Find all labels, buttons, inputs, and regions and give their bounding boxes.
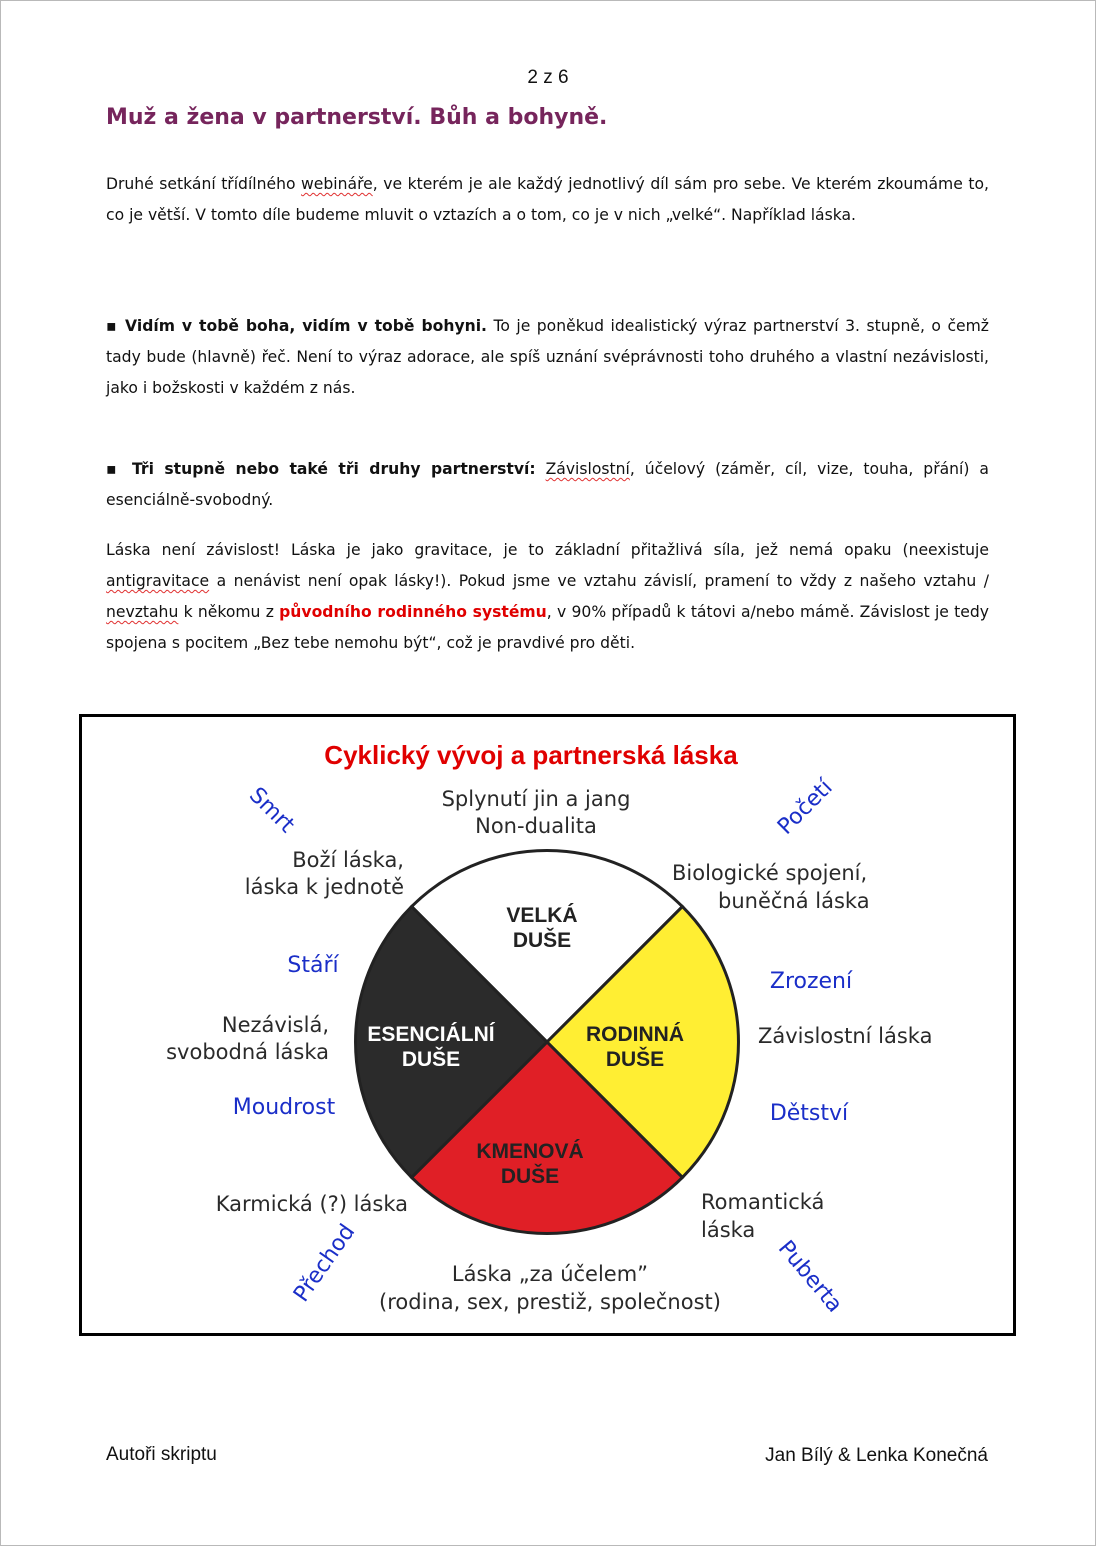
love-label-bottom-left: Karmická (?) láska	[215, 1192, 408, 1216]
page-number: 2 z 6	[527, 67, 569, 88]
sector-label-north: VELKÁ	[506, 904, 578, 927]
footer-authors-names: Jan Bílý & Lenka Konečná	[765, 1445, 988, 1466]
stage-pocet: Početí	[773, 775, 838, 840]
stage-stari: Stáří	[287, 953, 339, 978]
stage-puberta: Puberta	[772, 1236, 848, 1318]
stage-smrt: Smrt	[243, 782, 300, 839]
document-title: Muž a žena v partnerství. Bůh a bohyně.	[106, 105, 608, 130]
love-label-bottom-right-2: láska	[701, 1218, 756, 1242]
sector-label-east: RODINNÁ	[586, 1023, 684, 1046]
paragraph-intro: Druhé setkání třídílného webináře, ve kterém je ale každý jednotlivý díl sám pro sebe. Ve kterém zkoumáme to, co je větší. V tomto díle budeme mluvit o vztazích a o tom, co je v nich „velké“. Například láska.	[106, 175, 989, 224]
love-label-bottom: Láska „za účelem”	[451, 1262, 649, 1286]
love-label-top-left-2: láska k jednotě	[244, 875, 404, 899]
stage-detstvi: Dětství	[769, 1101, 849, 1126]
paragraph-three-stages: ▪ Tři stupně nebo také tři druhy partnerství: Závislostní, účelový (záměr, cíl, vize, touha, přání) a esenciálně-svobodný.	[106, 460, 989, 509]
love-label-top-left: Boží láska,	[292, 848, 404, 872]
sector-label-west-2: DUŠE	[401, 1048, 461, 1071]
love-label-right: Závislostní láska	[758, 1024, 933, 1048]
love-label-left: Nezávislá,	[221, 1013, 329, 1037]
paragraph-god-goddess: ▪ Vidím v tobě boha, vidím v tobě bohyni. To je poněkud idealistický výraz partnerství 3. stupně, o čemž tady bude (hlavně) řeč. Není to výraz adorace, ale spíš uznání svéprávnosti toho druhého a vlastní nezávislosti, jako i božskosti v každém z nás.	[106, 317, 989, 397]
love-label-bottom-right: Romantická	[701, 1190, 825, 1214]
love-label-top-right: Biologické spojení,	[672, 861, 868, 885]
sector-label-south: KMENOVÁ	[476, 1140, 584, 1163]
footer-authors-label: Autoři skriptu	[106, 1444, 217, 1465]
love-label-top: Splynutí jin a jang	[441, 787, 631, 811]
stage-prechod: Přechod	[289, 1219, 361, 1307]
sector-label-east-2: DUŠE	[605, 1048, 665, 1071]
diagram-title: Cyklický vývoj a partnerská láska	[324, 740, 738, 770]
love-cycle-svg	[82, 717, 1013, 1333]
love-label-left-2: svobodná láska	[166, 1040, 329, 1064]
love-label-top-right-2: buněčná láska	[718, 889, 870, 913]
love-cycle-diagram	[79, 714, 1016, 1336]
sector-label-south-2: DUŠE	[500, 1165, 560, 1188]
love-label-bottom-2: (rodina, sex, prestiž, společnost)	[379, 1290, 721, 1314]
sector-label-west: ESENCIÁLNÍ	[367, 1023, 495, 1046]
paragraph-love-gravity: Láska není závislost! Láska je jako gravitace, je to základní přitažlivá síla, jež nemá opaku (neexistuje antigravitace a nenávist není opak lásky!). Pokud jsme ve vztahu závislí, pramení to vždy z našeho vztahu / nevztahu k někomu z původního rodinného systému, v 90% případů k tátovi a/nebo mámě. Závislost je tedy spojena s pocitem „Bez tebe nemohu být“, což je pravdivé pro děti.	[106, 541, 989, 652]
stage-moudrost: Moudrost	[232, 1095, 336, 1120]
sector-label-north-2: DUŠE	[512, 929, 572, 952]
stage-zrozeni: Zrození	[769, 969, 853, 994]
love-label-top-2: Non-dualita	[475, 814, 597, 838]
